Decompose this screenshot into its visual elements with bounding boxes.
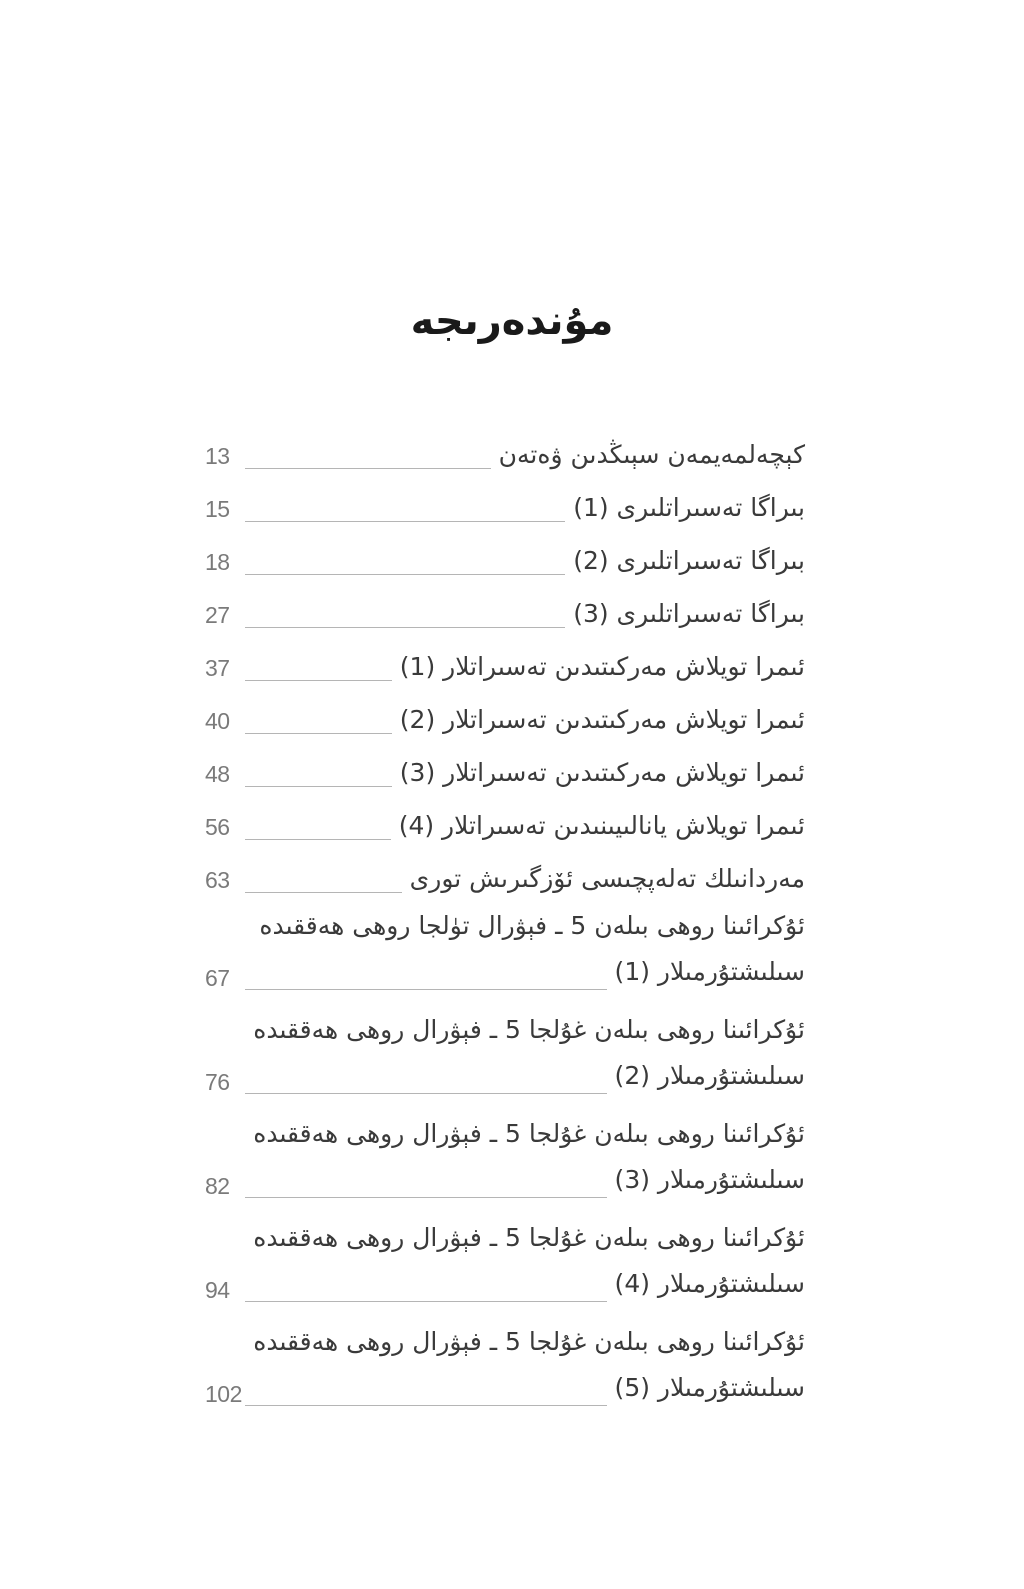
toc-entry-title: ئۇكرائىنا روھى بىلەن غۇلجا 5 ـ فېۋرال روھى ھەققىدە bbox=[253, 1119, 805, 1148]
table-of-contents bbox=[205, 432, 805, 1429]
dotted-leader bbox=[245, 1197, 607, 1198]
dotted-leader bbox=[245, 680, 392, 681]
toc-entry-title: ئىمرا تويلاش مەركىتىدىن تەسىراتلار (3) bbox=[399, 758, 805, 787]
toc-entry-title: بىراگا تەسىراتلىرى (3) bbox=[573, 599, 805, 628]
dotted-leader bbox=[245, 521, 565, 522]
page-title: مۇندەرىجە bbox=[410, 298, 614, 344]
toc-entry[interactable] bbox=[205, 591, 805, 644]
toc-page-number: 27 bbox=[205, 602, 230, 628]
toc-page-number: 18 bbox=[205, 549, 230, 575]
toc-page-number: 102 bbox=[205, 1381, 242, 1407]
toc-entry[interactable] bbox=[205, 1325, 805, 1429]
dotted-leader bbox=[245, 892, 402, 893]
toc-entry[interactable] bbox=[205, 750, 805, 803]
toc-page-number: 40 bbox=[205, 708, 230, 734]
dotted-leader bbox=[245, 733, 392, 734]
toc-page-number: 76 bbox=[205, 1069, 230, 1095]
toc-entry-title: ئۇكرائىنا روھى بىلەن غۇلجا 5 ـ فېۋرال روھى ھەققىدە bbox=[253, 1015, 805, 1044]
dotted-leader bbox=[245, 786, 392, 787]
toc-entry-title: ئۇكرائىنا روھى بىلەن 5 ـ فېۋرال تۈلجا روھى ھەققىدە bbox=[259, 911, 805, 940]
toc-entry-title: مەردانىلك تەلەپچىسى ئۆزگىرىش تورى bbox=[409, 864, 805, 893]
toc-entry-title: سىلىشتۇرمىلار (5) bbox=[614, 1373, 805, 1402]
toc-page-number: 67 bbox=[205, 965, 230, 991]
toc-entry-title: سىلىشتۇرمىلار (3) bbox=[614, 1165, 805, 1194]
toc-page-number: 94 bbox=[205, 1277, 230, 1303]
dotted-leader bbox=[245, 574, 565, 575]
toc-entry-title: ئۇكرائىنا روھى بىلەن غۇلجا 5 ـ فېۋرال روھى ھەققىدە bbox=[253, 1223, 805, 1252]
toc-entry[interactable] bbox=[205, 1117, 805, 1221]
toc-entry-title: ئىمرا تويلاش مەركىتىدىن تەسىراتلار (1) bbox=[399, 652, 805, 681]
toc-entry[interactable] bbox=[205, 909, 805, 1013]
toc-entry[interactable] bbox=[205, 644, 805, 697]
dotted-leader bbox=[245, 839, 391, 840]
dotted-leader bbox=[245, 1093, 607, 1094]
toc-page-number: 37 bbox=[205, 655, 230, 681]
toc-entry[interactable] bbox=[205, 856, 805, 909]
toc-page-number: 13 bbox=[205, 443, 230, 469]
toc-page-number: 15 bbox=[205, 496, 230, 522]
toc-entry-title: سىلىشتۇرمىلار (1) bbox=[614, 957, 805, 986]
toc-entry-title: بىراگا تەسىراتلىرى (2) bbox=[573, 546, 805, 575]
toc-entry-title: ئۇكرائىنا روھى بىلەن غۇلجا 5 ـ فېۋرال روھى ھەققىدە bbox=[253, 1327, 805, 1356]
dotted-leader bbox=[245, 627, 565, 628]
toc-entry-title: كېچەلمەيمەن سېىڭدىن ۋەتەن bbox=[498, 440, 805, 469]
toc-entry[interactable] bbox=[205, 485, 805, 538]
dotted-leader bbox=[245, 1301, 607, 1302]
toc-entry[interactable] bbox=[205, 1221, 805, 1325]
dotted-leader bbox=[245, 468, 491, 469]
toc-entry-title: ئىمرا تويلاش يانالىيىنىدىن تەسىراتلار (4) bbox=[398, 811, 805, 840]
toc-entry-title: سىلىشتۇرمىلار (4) bbox=[614, 1269, 805, 1298]
toc-page-number: 48 bbox=[205, 761, 230, 787]
toc-page-number: 82 bbox=[205, 1173, 230, 1199]
toc-page-number: 63 bbox=[205, 867, 230, 893]
toc-entry[interactable] bbox=[205, 697, 805, 750]
toc-entry-title: ئىمرا تويلاش مەركىتىدىن تەسىراتلار (2) bbox=[399, 705, 805, 734]
toc-entry[interactable] bbox=[205, 1013, 805, 1117]
toc-entry-title: بىراگا تەسىراتلىرى (1) bbox=[573, 493, 805, 522]
toc-page-number: 56 bbox=[205, 814, 230, 840]
dotted-leader bbox=[245, 1405, 607, 1406]
toc-entry[interactable] bbox=[205, 538, 805, 591]
toc-entry[interactable] bbox=[205, 803, 805, 856]
dotted-leader bbox=[245, 989, 607, 990]
toc-entry-title: سىلىشتۇرمىلار (2) bbox=[614, 1061, 805, 1090]
toc-entry[interactable] bbox=[205, 432, 805, 485]
